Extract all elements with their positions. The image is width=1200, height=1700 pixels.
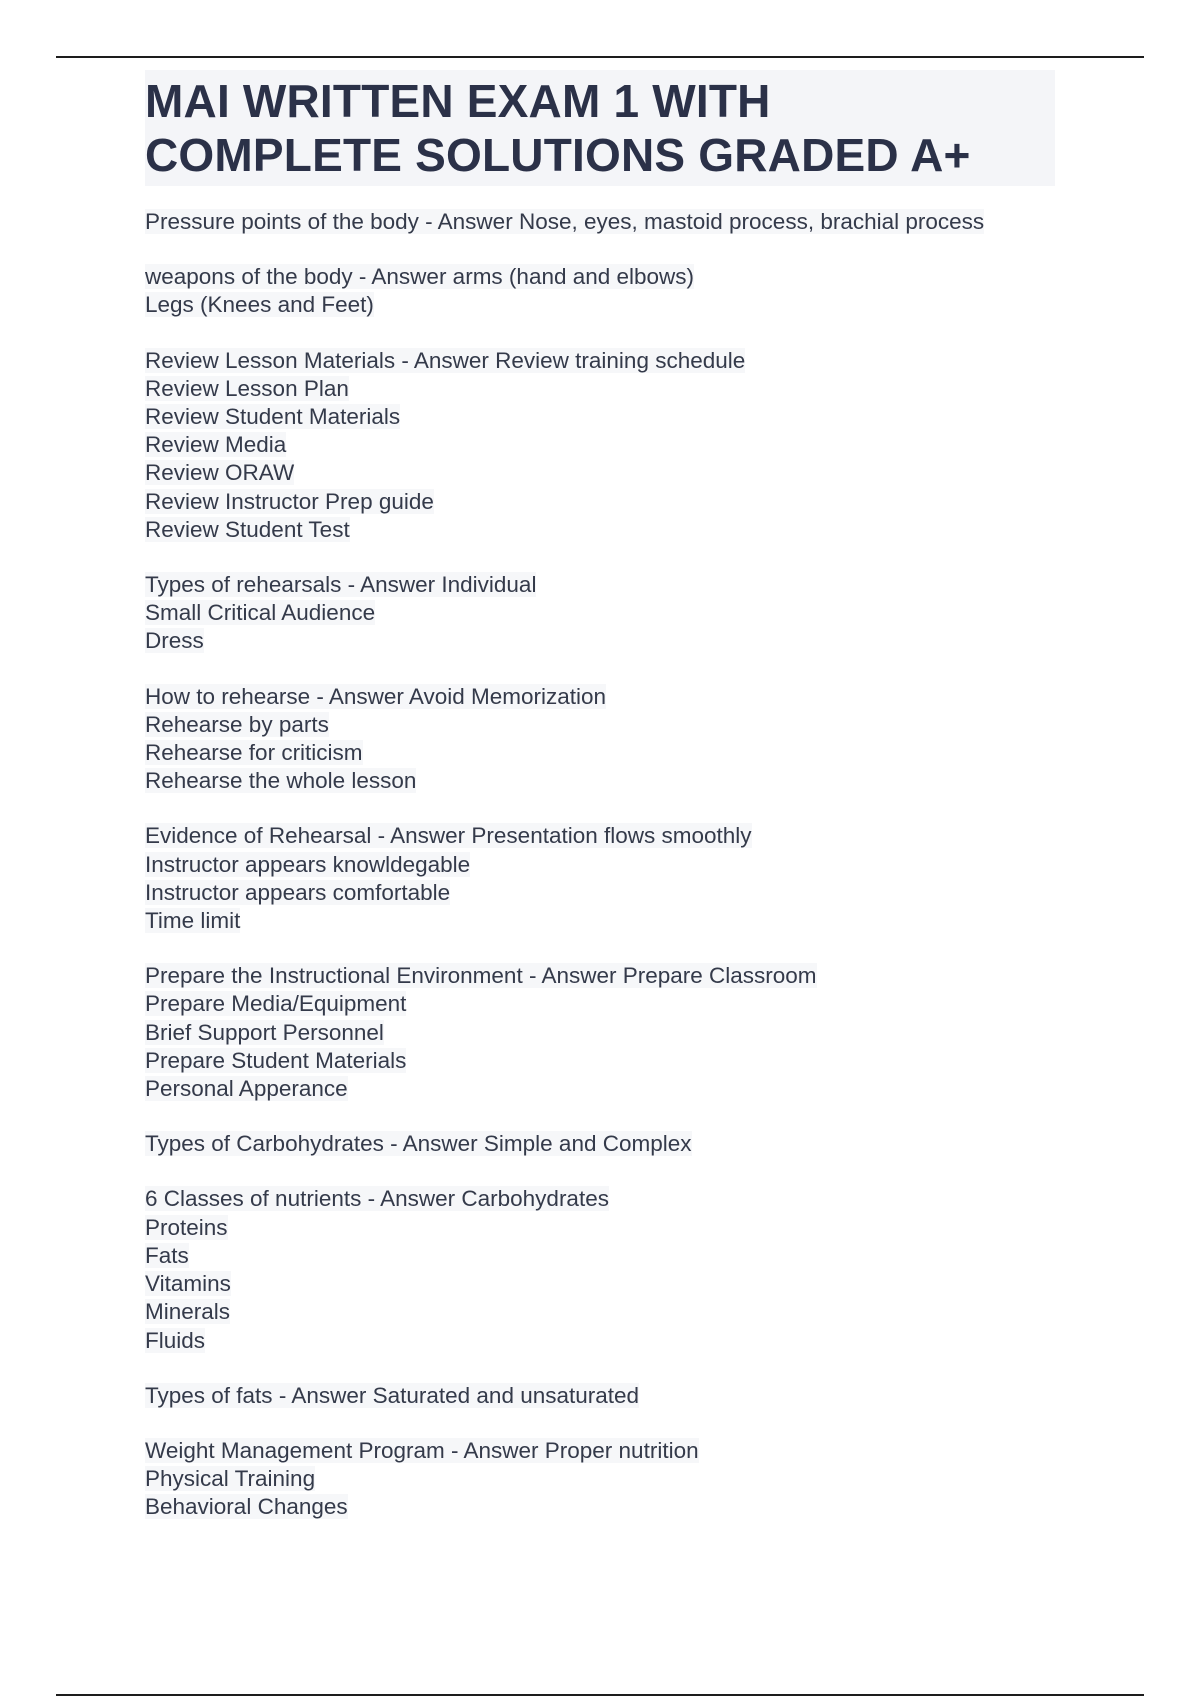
line-text: 6 Classes of nutrients - Answer Carbohydrates — [145, 1186, 609, 1212]
qa-item — [145, 1437, 1055, 1522]
line-text: Evidence of Rehearsal - Answer Presentation flows smoothly — [145, 823, 752, 849]
qa-question-line — [145, 347, 1055, 375]
qa-answer-line — [145, 627, 1055, 655]
line-text: Review Lesson Materials - Answer Review training schedule — [145, 347, 746, 373]
qa-question-line — [145, 571, 1055, 599]
qa-item — [145, 263, 1055, 319]
line-text: How to rehearse - Answer Avoid Memorization — [145, 683, 607, 709]
qa-answer-line — [145, 1047, 1055, 1075]
line-text: Review ORAW — [145, 460, 295, 486]
qa-answer-line — [145, 711, 1055, 739]
qa-item — [145, 962, 1055, 1103]
line-text: Rehearse by parts — [145, 711, 329, 737]
line-text: Proteins — [145, 1214, 228, 1240]
qa-answer-line — [145, 1327, 1055, 1355]
qa-answer-line — [145, 1270, 1055, 1298]
qa-answer-line — [145, 403, 1055, 431]
line-text: Pressure points of the body - Answer Nose, eyes, mastoid process, brachial process — [145, 209, 985, 234]
qa-answer-line — [145, 488, 1055, 516]
qa-answer-line — [145, 1465, 1055, 1493]
line-text: Weight Management Program - Answer Proper nutrition — [145, 1437, 699, 1463]
qa-item — [145, 208, 1055, 236]
line-text: Instructor appears comfortable — [145, 879, 451, 905]
line-text: Behavioral Changes — [145, 1494, 348, 1520]
page-content — [145, 70, 1055, 1549]
qa-item — [145, 822, 1055, 935]
line-text: Prepare Media/Equipment — [145, 991, 407, 1017]
bottom-rule — [56, 1694, 1144, 1696]
qa-answer-line — [145, 599, 1055, 627]
title-line: COMPLETE SOLUTIONS GRADED A+ — [145, 129, 971, 181]
line-text: Review Lesson Plan — [145, 375, 349, 401]
qa-answer-line — [145, 739, 1055, 767]
qa-question-line — [145, 822, 1055, 850]
qa-answer-line — [145, 375, 1055, 403]
qa-question-line — [145, 683, 1055, 711]
line-text: Review Instructor Prep guide — [145, 488, 434, 514]
qa-question-line — [145, 208, 1055, 236]
line-text: Review Media — [145, 432, 287, 458]
qa-item — [145, 1185, 1055, 1354]
qa-answer-line — [145, 459, 1055, 487]
qa-answer-line — [145, 990, 1055, 1018]
qa-answer-line — [145, 516, 1055, 544]
qa-answer-line — [145, 1298, 1055, 1326]
line-text: Rehearse the whole lesson — [145, 768, 417, 794]
line-text: Prepare Student Materials — [145, 1047, 407, 1073]
qa-question-line — [145, 263, 1055, 291]
qa-list — [145, 208, 1055, 1522]
qa-answer-line — [145, 431, 1055, 459]
line-text: Small Critical Audience — [145, 600, 376, 626]
qa-question-line — [145, 962, 1055, 990]
qa-answer-line — [145, 1019, 1055, 1047]
line-text: Fluids — [145, 1327, 206, 1353]
line-text: Physical Training — [145, 1466, 316, 1492]
line-text: Review Student Materials — [145, 404, 401, 430]
line-text: Time limit — [145, 908, 241, 934]
line-text: Rehearse for criticism — [145, 740, 363, 766]
line-text: Types of fats - Answer Saturated and unsaturated — [145, 1382, 640, 1408]
line-text: Personal Apperance — [145, 1076, 348, 1102]
qa-question-line — [145, 1382, 1055, 1410]
qa-item — [145, 347, 1055, 544]
line-text: Types of Carbohydrates - Answer Simple and Complex — [145, 1131, 692, 1157]
qa-answer-line — [145, 1214, 1055, 1242]
qa-question-line — [145, 1130, 1055, 1158]
title-line: MAI WRITTEN EXAM 1 WITH — [145, 75, 771, 127]
line-text: Vitamins — [145, 1271, 231, 1297]
top-rule — [56, 56, 1144, 58]
qa-item — [145, 683, 1055, 796]
line-text: Brief Support Personnel — [145, 1019, 384, 1045]
line-text: Dress — [145, 628, 204, 654]
qa-answer-line — [145, 907, 1055, 935]
qa-answer-line — [145, 1493, 1055, 1521]
line-text: weapons of the body - Answer arms (hand and elbows) — [145, 264, 695, 290]
qa-item — [145, 1130, 1055, 1158]
qa-answer-line — [145, 851, 1055, 879]
qa-item — [145, 571, 1055, 656]
qa-answer-line — [145, 1242, 1055, 1270]
qa-answer-line — [145, 291, 1055, 319]
line-text: Legs (Knees and Feet) — [145, 292, 374, 318]
line-text: Review Student Test — [145, 516, 350, 542]
qa-answer-line — [145, 1075, 1055, 1103]
line-text: Instructor appears knowldegable — [145, 851, 471, 877]
qa-answer-line — [145, 767, 1055, 795]
qa-item — [145, 1382, 1055, 1410]
line-text: Minerals — [145, 1299, 231, 1325]
line-text: Fats — [145, 1242, 189, 1268]
line-text: Prepare the Instructional Environment - Answer Prepare Classroom — [145, 963, 817, 989]
qa-question-line — [145, 1185, 1055, 1213]
qa-question-line — [145, 1437, 1055, 1465]
document-title — [145, 70, 1055, 186]
line-text: Types of rehearsals - Answer Individual — [145, 572, 537, 598]
qa-answer-line — [145, 879, 1055, 907]
